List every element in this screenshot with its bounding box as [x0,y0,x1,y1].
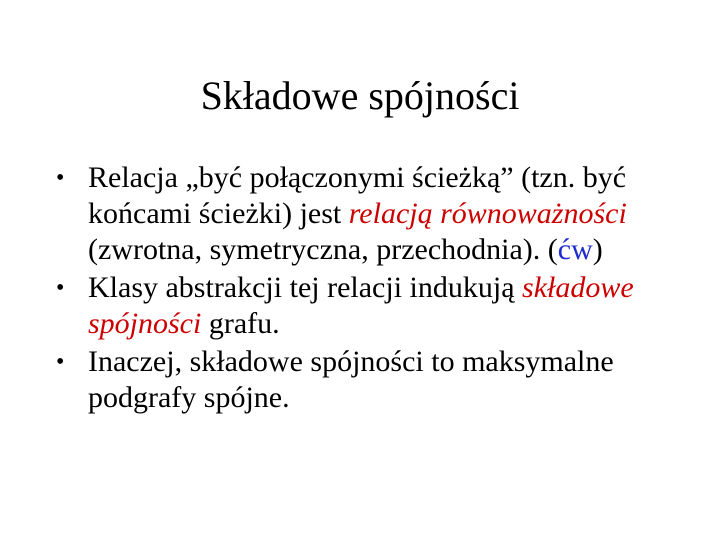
bullet-marker: • [56,349,65,375]
emphasis-text: relacją równoważności [348,197,627,230]
slide-title: Składowe spójności [200,73,520,118]
bullet-item-definition [56,344,676,416]
bullet-text: Inaczej, składowe spójności to maksymalne podgrafy spójne. [88,345,614,414]
exercise-link[interactable]: ćw [557,233,593,266]
emphasis-text: składowe spójności [88,271,634,340]
bullet-text: (zwrotna, symetryczna, przechodnia). ( [88,233,558,266]
bullet-list [56,160,676,418]
bullet-text: grafu. [201,307,280,340]
bullet-marker: • [56,275,65,301]
bullet-marker: • [56,165,65,191]
bullet-text: Klasy abstrakcji tej relacji indukują [88,271,523,304]
bullet-text: Relacja „być połączonymi ścieżką” (tzn. być końcami ścieżki) jest [88,161,627,230]
bullet-item-equivalence [56,160,676,268]
bullet-text: ) [592,233,603,266]
bullet-item-abstraction-classes [56,270,676,342]
